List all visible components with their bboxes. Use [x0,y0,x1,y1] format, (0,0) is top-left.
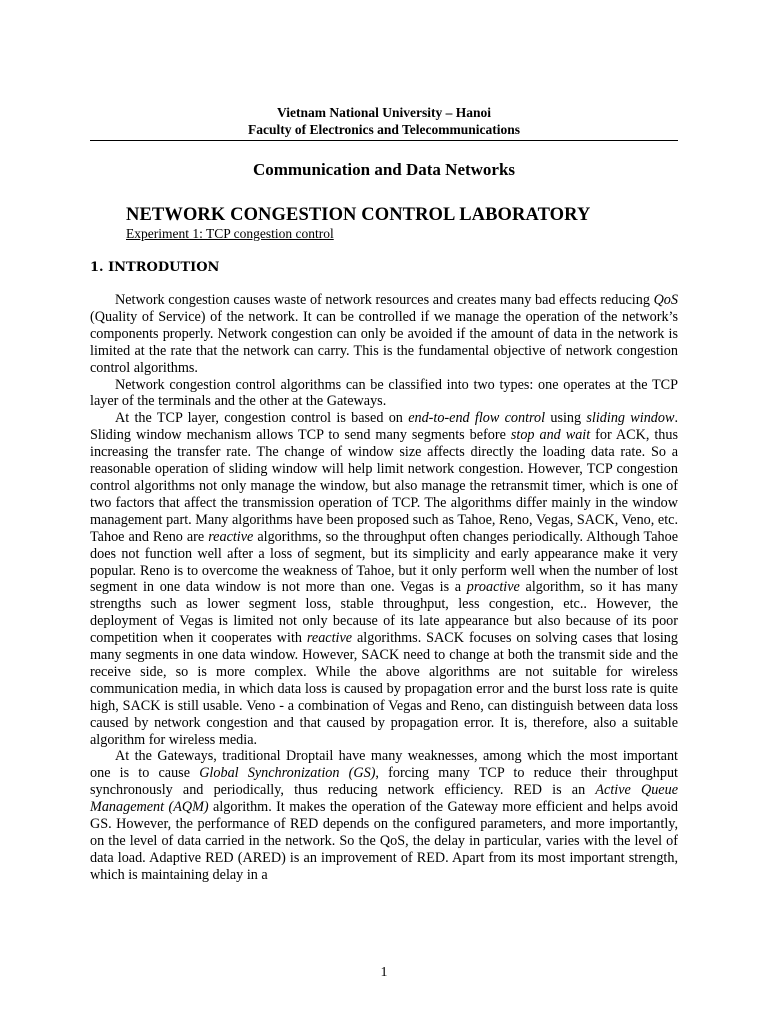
lab-title: NETWORK CONGESTION CONTROL LABORATORY [126,205,591,225]
emphasis: reactive [208,528,254,545]
body-text [90,292,678,884]
emphasis: QoS [653,292,678,308]
page-number: 1 [380,965,388,980]
university-name: Vietnam National University – Hanoi [277,105,491,120]
emphasis: sliding window [586,410,675,427]
faculty-name: Faculty of Electronics and Telecommunications [248,122,520,137]
paragraph: Network congestion control algorithms can be classified into two types: one operates at the TCP layer of the terminals and the other at the Gateways. [90,376,678,410]
paragraph: At the Gateways, traditional Droptail have many weaknesses, among which the most important one is to cause Global Synchronization (GS), forcing many TCP to reduce their throughput synchronously and periodically, thus reducing network efficiency. RED is an Active Queue Management (AQM) algorithm. It makes the operation of the Gateway more efficient and helps avoid GS. However, the performance of RED depends on the configured parameters, and more importantly, on the level of data carried in the network. So the QoS, the delay in particular, varies with the level of data load. Adaptive RED (ARED) is an improvement of RED. Apart from its most important strength, which is maintaining delay in a [90,748,678,883]
emphasis: stop and wait [510,427,591,444]
emphasis: Active Queue Management (AQM) [90,782,678,816]
emphasis: reactive [306,630,353,647]
emphasis: Global Synchronization (GS) [199,765,376,782]
paragraph: At the TCP layer, congestion control is based on end-to-end flow control using sliding window. Sliding window mechanism allows TCP to send many segments before stop and wait for ACK, thus increasing the transfer rate. The change of window size affects directly the loading data rate. So a reasonable operation of sliding window will help limit network congestion. However, TCP congestion control algorithms not only manage the window, but also manage the retransmit timer, which is one of two factors that affect the transmission operation of TCP. The algorithms differ mainly in the window management part. Many algorithms have been proposed such as Tahoe, Reno, Vegas, SACK, Veno, etc. Tahoe and Reno are reactive algorithms, so the throughput often changes periodically. Although Tahoe does not function well after a loss of segment, but its simplicity and early appearance make it very popular. Reno is to overcome the weakness of Tahoe, but it only perform well when the number of lost segment in one data window is not more than one. Vegas is a proactive algorithm, so it has many strengths such as lower segment loss, stable throughput, less congestion, etc.. However, the deployment of Vegas is limited not only because of its late appearance but also because of its poor competition when it cooperates with reactive algorithms. SACK focuses on solving cases that losing many segments in one data window. However, SACK need to change at both the transmit side and the receive side, so is more complex. While the above algorithms are not suitable for wireless communication media, in which data loss is caused by propagation error and the burst loss rate is quite high, SACK is still usable. Veno - a combination of Vegas and Reno, can distinguish between data loss caused by network congestion and that caused by propagation error. It is, therefore, also a suitable algorithm for wireless media. [90,410,678,748]
header-rule [90,140,678,141]
experiment-subtitle: Experiment 1: TCP congestion control [126,226,334,241]
course-title: Communication and Data Networks [252,160,516,179]
section-heading: 1. INTRODUTION [90,260,220,275]
paragraph: Network congestion causes waste of network resources and creates many bad effects reducing QoS (Quality of Service) of the network. It can be controlled if we manage the operation of the network’s components properly. Network congestion can only be avoided if the amount of data in the network is limited at the rate that the network can carry. This is the fundamental objective of network congestion control algorithms. [90,292,678,376]
emphasis: end-to-end flow control [408,410,546,427]
emphasis: proactive [466,579,520,596]
